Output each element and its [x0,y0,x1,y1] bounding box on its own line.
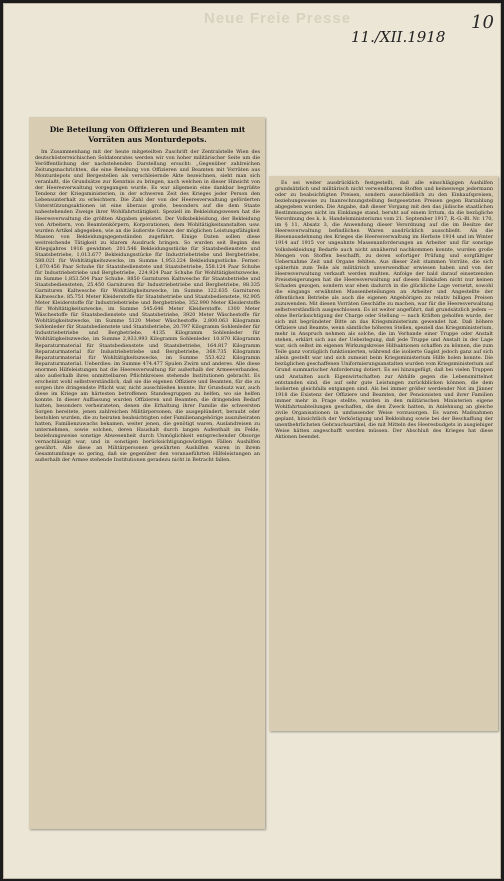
article-column-2: Es sei weiter ausdrücklich festgestellt, daß alle einschlägigen Aushilfen grundsätzlich und militärisch nicht verwendbarem Stoffen und keineswegs jedermann oder zu beabsichtigten Preisen, sondern ausschließlich zu den Einkaufspreisen, beziehungsweise zu Inanrechnungstellung festgesetzten Preisen gegen Barzahlung abgegeben wurden. Die Angabe, daß dieser Vorgang mit den das jüdische staatlichen Bestimmungen nicht im Einklange stand, beruht auf einem Irrtum, da die bezügliche Verordnung des k. k. Handelsministeriums vom 21. September 1917, R.-G.-Bl. Nr. 170, im § 11, Absatz 3, die Anwendung dieser Verordnung auf die im Besitze der Heeresverwaltung befindlichen Waren ausdrücklich ausschließt. Als die Riesenausdehnung des Krieges die Heeresverwaltung im Herbste 1914 und im Winter 1914 auf 1915 vor ungeahnte Massenanforderungen an Arbeiter und für sonstige Volksbekleidung Bedarfe auch nicht annähernd nachkommen konnte, wurden große Mengen von Stoffen beschafft, zu deren sofortiger Prüfung und sorgfältiger Uebernahme Zeit und Organe fehlten. Aus dieser Zeit stammen Vorräte, die sich späterhin zum Teile als militärisch unverwendbar erwiesen haben und von der Heeresverwaltung verkauft werden mußten. Anfolge der bald darauf einsetzenden Preissteigerungen hat die Heeresverwaltung auf diesen Einkäufen nicht nur keinen Schaden gezogen, sondern war eben dadurch in die glückliche Lage versetzt, sowohl die eingangs erwähnten Massenbeteilungen an Arbeiter und Angestellte der öffentlichen Betriebe als auch die eigenen Angehörigen zu relativ billigen Preisen zuzuwenden. Mit diesen Vorräten Geschäfte zu machen, war für die Heeresverwaltung selbstverständlich ausgeschlossen. Es ist weiter angeführt, daß grundsätzlich jedem — ohne Berücksichtigung der Charge oder Stellung — nach Kräften geholfen wurde, der sich mit begründeter Bitte an das Kriegsministerium gewendet hat. Daß höhere Offiziere und Beamte, wenn sämtliche höheren Stellen, speziell das Kriegsministerium, mehr in Anspruch nehmen als solche, die im Verbande einer Truppe oder Anstalt stehen, erklärt sich aus der Ueberlegung, daß jede Truppe und Anstalt in der Lage war, sich selbst im eigenen Wirkungskreise Hilfsaktionen schaffen zu können, die zum Teile ganz vorzüglich funktionierten, während die isolierte Gagist jedoch ganz auf sich allein gestellt war und sich zumeist beim Kriegsministerium Hilfe holen konnte. Die bezüglichen geschaffenen Uniformierungsanstalten wurden vom Kriegsministerium auf Grund summarischer Anforderung dotiert. Es sei hinzugefügt, daß bei vielen Truppen und Anstalten auch Eigenwirtschaften zur Abhilfe gegen die Lebensmittelnot entstanden sind, die auf sehr gute Leistungen zurückblicken können, die dem Isolierten gleichfalls entgangen sind. Als bei immer größer werdender Not im Jänner 1918 die Existenz der Offiziere und Beamten, der Pensionisten und ihrer Familien immer mehr in Frage stellte, wurden in den militärischen Ministerien eigene Wohlfahrtsabteilungen geschaffen, die den Zweck hatten, in Anlehnung an gleiche zivile Organisationen in umfassender Weise vorzusorgen. Es waren Maßnahmen geplant, hinsichtlich der Verköstigung und Bekleidung sowie bei der Beschaffung der unentbehrlichsten Gebrauchsartikel, die mit Mitteln des Heeresbudgets in ausgiebiger Weise hätten angeschafft werden müssen. Der Abschluß des Krieges hat diese Aktionen beendet. [275,180,493,440]
archive-stamp: Neue Freie Presse [204,10,352,27]
newspaper-clipping-left [29,117,265,829]
newspaper-clipping-right [269,176,498,731]
article-column-1: Im Zusammenhang mit der heute mitgeteilten Zuschrift der Zentralstelle Wien des deutschösterreichischen Soldatenrates werden wir von hoher militärischer Seite um die Veröffentlichung der nachstehenden Darstellung ersucht: „Gegenüber zahlreichen Zeitungsnachrichten, die eine Beteilung von Offizieren und Beamten mit Vorräten aus Monturdepots und Bergestellen als verschleiernde Akte bezeichnen, sieht man sich veranlaßt, die Grundsätze zur Kenntnis zu bringen, nach welchen in dieser Hinsicht von der Heeresverwaltung vorgegangen wurde. Es war allgemein eine dankbar begrüßte Tendenz der Kriegsministerien, in der schweren Zeit des Krieges jeder Person den Lebensunterhalt zu erleichtern. Die Zahl der von der Heeresverwaltung geförderten Unterstützungsaktionen ist eine überaus große, besonders auf die dem Staate nahestehenden Zweige ihrer Wohlfahrtstätigkeit. Speziell im Bekleidungswesen hat die Heeresverwaltung die größten Abgaben geleistet. Der Volksbekleidung, der Bekleidung von Arbeitern, von Beamtenkörpern, Korporationen, dem Wohltätigkeitsanstalten usw. wurden Artikel abgegeben, wie an die äußerste Grenze der möglichen Leistungsfähigkeit Massen von Bekleidungsgegenständen zugeführt. Einige Daten sollen diese weitreichende Tätigkeit zu klarem Ausdruck bringen. So wurden seit Beginn des Kriegsjahres 1916 gewidmet: 201.546 Bekleidungsstücke für Staatsbedienstete und Staatsbetriebe, 1,013.677 Bekleidungsstücke für Industriebetriebe und Bergbetriebe, 588.021 für Wohltätigkeitszwecke, im Summe 1,953.224 Bekleidungsstücke. Ferner: 1,070.456 Paar Schuhe für Staatsbedienstete und Staatsbetriebe, 558.124 Paar Schuhe für Industriebetriebe und Bergbetriebe, 224.924 Paar Schuhe für Wohltätigkeitszwecke, im Summe 1,853.504 Paar Schuhe. 8850 Garnituren Kaltwesche für Staatsbetriebe und Staatsbediensteten, 25.450 Garnituren für Industriebetriebe und Bergbetriebe, 88.335 Garnituren Kaltwesche für Wohltätigkeitszwecke, im Summe 122.635 Garnituren Kaltwesche. 85.751 Meter Kleiderstoffe für Staatsbetriebe und Staatsbedienstete, 92.905 Meter Kleiderstoffe für Industriebetriebe und Bergbetriebe, 352.990 Meter Kleiderstoffe für Wohltätigkeitszwecke, im Summe 545.646 Meter Kleiderstoffe. 1300 Meter Wäschestoffe für Staatsbedienstete und Staatsbetriebe, 3920 Meter Wäschestoffe für Wohltätigkeitszwecke, im Summe 5120 Meter Wäschestoffe. 2,800.063 Kilogramm Sohlenleder für Staatsbedienstete und Staatsbetriebe, 20.797 Kilogramm Sohlenleder für Industriebetriebe und Bergbetriebe, 4135 Kilogramm Sohlenleder für Wohltätigkeitszwecke, im Summe 2,933.993 Kilogramm Sohlenleder. 10.870 Kilogramm Reparaturmaterial für Staatsbedienstete und Staatsbetriebe, 164.817 Kilogramm Reparaturmaterial für Industriebetriebe und Bergbetriebe, 368.735 Kilogramm Reparaturmaterial für Wohltätigkeitszwecke, im Summe 553.422 Kilogramm Reparaturmaterial. Ueberdies: im Summe 474.477 Spulen Zwirn und anderes. Alle diese enormen Hilfeleistungen hat die Heeresverwaltung für außerhalb der Armeeverbandes, also außerhalb ihres unmittelbaren Pflichtkreises stehende Institutionen gebracht. Es erscheint wohl selbstverständlich, daß sie die eigenen Offiziere und Beamten, für die zu sorgen ihre dringendste Pflicht war, nicht ausschließen konnte. Ihr Grundsatz war, auch diese im Kriege am härtesten betroffenen Standesgruppen zu helfen, wo sie helfen konnte. In dieser Auffassung wurden Offizieren und Beamten, die dringenden Bedarf hatten, besonders verheirateten, denen die Erhaltung ihrer Familie die schwersten Sorgen bereitete, jenen zahlreichen Militärpersonen, die ausgeplündert, beraubt oder bestohlen wurden, die zu heiraten beabsichtigten oder Familienangehörige auszuheiraten hatten, Familienzuwachs bekamen, weiter jenen, die genötigt waren, Auslandreisen zu unternehmen, sowie solchen, deren Haushalt durch langen Aufenthalt im Felde, beziehungsweise sonstige Abwesenheit durch Unmöglichkeit entsprechender Obsorge vernachlässigt war, und in sonstigen berücksichtigungswürdigen Fällen Aushilfen gewährt. Alle diese an Militärpersonen gewährten Aushilfen waren in ihrem Gesamtumfange so gering, daß sie gegenüber den voranaeführten Hilfeleistungen an außerhalb der Armee stehende Institutionen geradezu nicht in Betracht fallen. [35,149,260,464]
article-headline: Die Beteilung von Offizieren und Beamten mit Vorräten aus Monturdepots. [49,125,246,144]
handwritten-date: 11./XII.1918 [351,28,446,46]
archive-sheet [3,3,501,879]
page-number: 10 [471,12,494,33]
